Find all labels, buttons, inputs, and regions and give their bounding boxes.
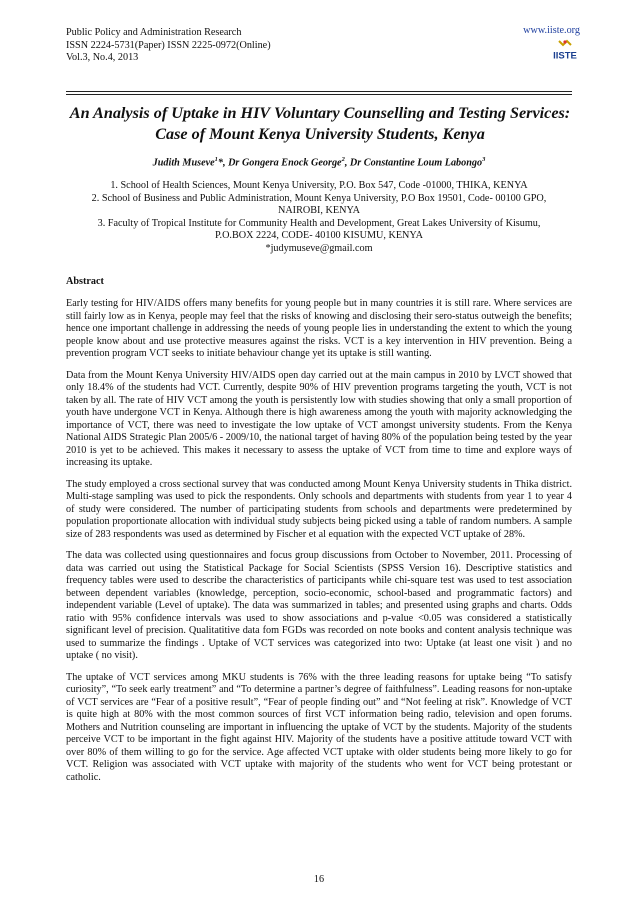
- author-2-sup: 2: [341, 156, 345, 163]
- header-rule-inner: [66, 94, 572, 95]
- affiliation-1: 1. School of Health Sciences, Mount Kenya University, P.O. Box 547, Code -01000, THIKA, KENYA: [110, 180, 528, 191]
- author-1: Judith Museve: [152, 157, 215, 169]
- author-2: Dr Gongera Enock George: [228, 157, 342, 169]
- abstract-paragraph-3: The study employed a cross sectional survey that was conducted among Mount Kenya University students in Thika district. Multi-stage sampling was used to pick the respondents. Only schools and departments with students from year 1 to year 4 of study were considered. The number of participating students from schools and departments were predetermined by population proportionate allocation with individual study subjects being picked using a table of random numbers. A sample size of 283 respondents was used as determined by Fischer et al equation with the expected VCT uptake of 28%.: [66, 478, 572, 540]
- author-3: Dr Constantine Loum Labongo: [349, 157, 483, 169]
- journal-volume: Vol.3, No.4, 2013: [66, 52, 139, 63]
- header-rule: [66, 91, 572, 92]
- affiliation-3: 3. Faculty of Tropical Institute for Community Health and Development, Great Lakes University of Kisumu, P.O.BOX 2224, CODE- 40100 KISUMU, KENYA: [97, 217, 541, 242]
- abstract-paragraph-4: The data was collected using questionnaires and focus group discussions from October to November, 2011. Processing of data was carried out using the Statistical Package for Social Scientists (SPSS Version 16). Descriptive statistics and frequency tables were used to describe the characteristics of participants while chi-square test was used to test association between dependent variables (knowledge, perception, socio-economic, school-based and programmatic factors) and independent variable (Level of uptake). The data was summarized in tables; and presented using graphs and charts. Odds ratio with 95% confidence intervals was used to show associations and p-value <0.05 was considered a statistically significant level of precision. Qualitatitive data fom FGDs was recorded on note books and content analysis technique was used to summarize the findings . Uptake of VCT services was categorized into two: Uptake (at least one visit ) and no uptake ( no visit).: [66, 550, 572, 661]
- page-number: 16: [313, 874, 325, 885]
- affiliation-2: 2. School of Business and Public Administration, Mount Kenya University, P.O Box 19501, Code- 00100 GPO, NAIROBI, KENYA: [91, 192, 547, 217]
- publisher-url[interactable]: www.iiste.org: [523, 25, 580, 36]
- publisher-block: [480, 25, 580, 66]
- logo-text: IISTE: [553, 50, 577, 61]
- abstract-heading: Abstract: [66, 276, 104, 287]
- journal-header: [66, 27, 271, 65]
- abstract-body: [66, 298, 572, 793]
- author-3-sup: 3: [482, 156, 486, 163]
- author-1-mark: *,: [217, 157, 229, 169]
- iiste-logo: [550, 39, 580, 66]
- journal-name: Public Policy and Administration Research: [66, 27, 242, 38]
- paper-title: An Analysis of Uptake in HIV Voluntary Counselling and Testing Services: Case of Mount Kenya University Students, Kenya: [69, 104, 571, 143]
- affiliations: [80, 180, 558, 256]
- abstract-paragraph-2: Data from the Mount Kenya University HIV/AIDS open day carried out at the main campus in 2010 by LVCT showed that only 18.4% of the students had VCT. Currently, despite 90% of HIV prevention programs targeting the youth, VCT is not taken by all. The rate of HIV VCT among the youth is persistently low with studies showing that only a small proportion of youth have undergone VCT in Kenya. Although there is high awareness among the youth with majority acknowledging the importance of VCT, there was need to investigate the low uptake of VCT amongst university students. From the Kenya National AIDS Strategic Plan 2005/6 - 2009/10, the national target of having 80% of the population being tested by the year 2010 is yet to be achieved. This makes it necessary to assess the uptake of VCT from time to time and explore ways of increasing its uptake.: [66, 369, 572, 468]
- author-1-sup: 1: [214, 156, 218, 163]
- abstract-paragraph-5: The uptake of VCT services among MKU students is 76% with the three leading reasons for uptake being “To satisfy curiosity”, “To seek early treatment” and “To determine a partner’s degree of faithfulness”. Leading reasons for non-uptake of VCT services are “Fear of a positive result”, “Fear of people finding out” and “Not feeling at risk”. Knowledge of VCT is quite high at 80% with the most common sources of first VCT information being radio, television and open forums. Mothers and Nutrition counseling are important in influencing the uptake of VCT by the students. Majority of the students perceive VCT to be important in the fight against HIV. Majority of the students have a positive attitude toward VCT with over 80% of them willing to go for the service. Age affected VCT uptake with older students being more likely to go for VCT. Religion was associated with VCT uptake with majority of the students who went for VCT being protestant or catholic.: [66, 671, 572, 783]
- corresponding-email[interactable]: *judymuseve@gmail.com: [265, 242, 373, 254]
- journal-issn: ISSN 2224-5731(Paper) ISSN 2225-0972(Online): [66, 39, 271, 51]
- author-line: [66, 153, 572, 169]
- abstract-paragraph-1: Early testing for HIV/AIDS offers many benefits for young people but in many countries it is still rare. Where services are still fairly low as in Kenya, people may feel that the risks of knowing and disclosing their sero-status outweigh the benefits; hence one important challenge in addressing the needs of young people lies in understanding the extent to which the young people know about and use protective measures against the risks. VCT is a key intervention in HIV prevention. Being a prevention program VCT seeks to initiate behaviour change yet its uptake is still wanting.: [66, 298, 572, 359]
- author-sep: ,: [344, 157, 350, 169]
